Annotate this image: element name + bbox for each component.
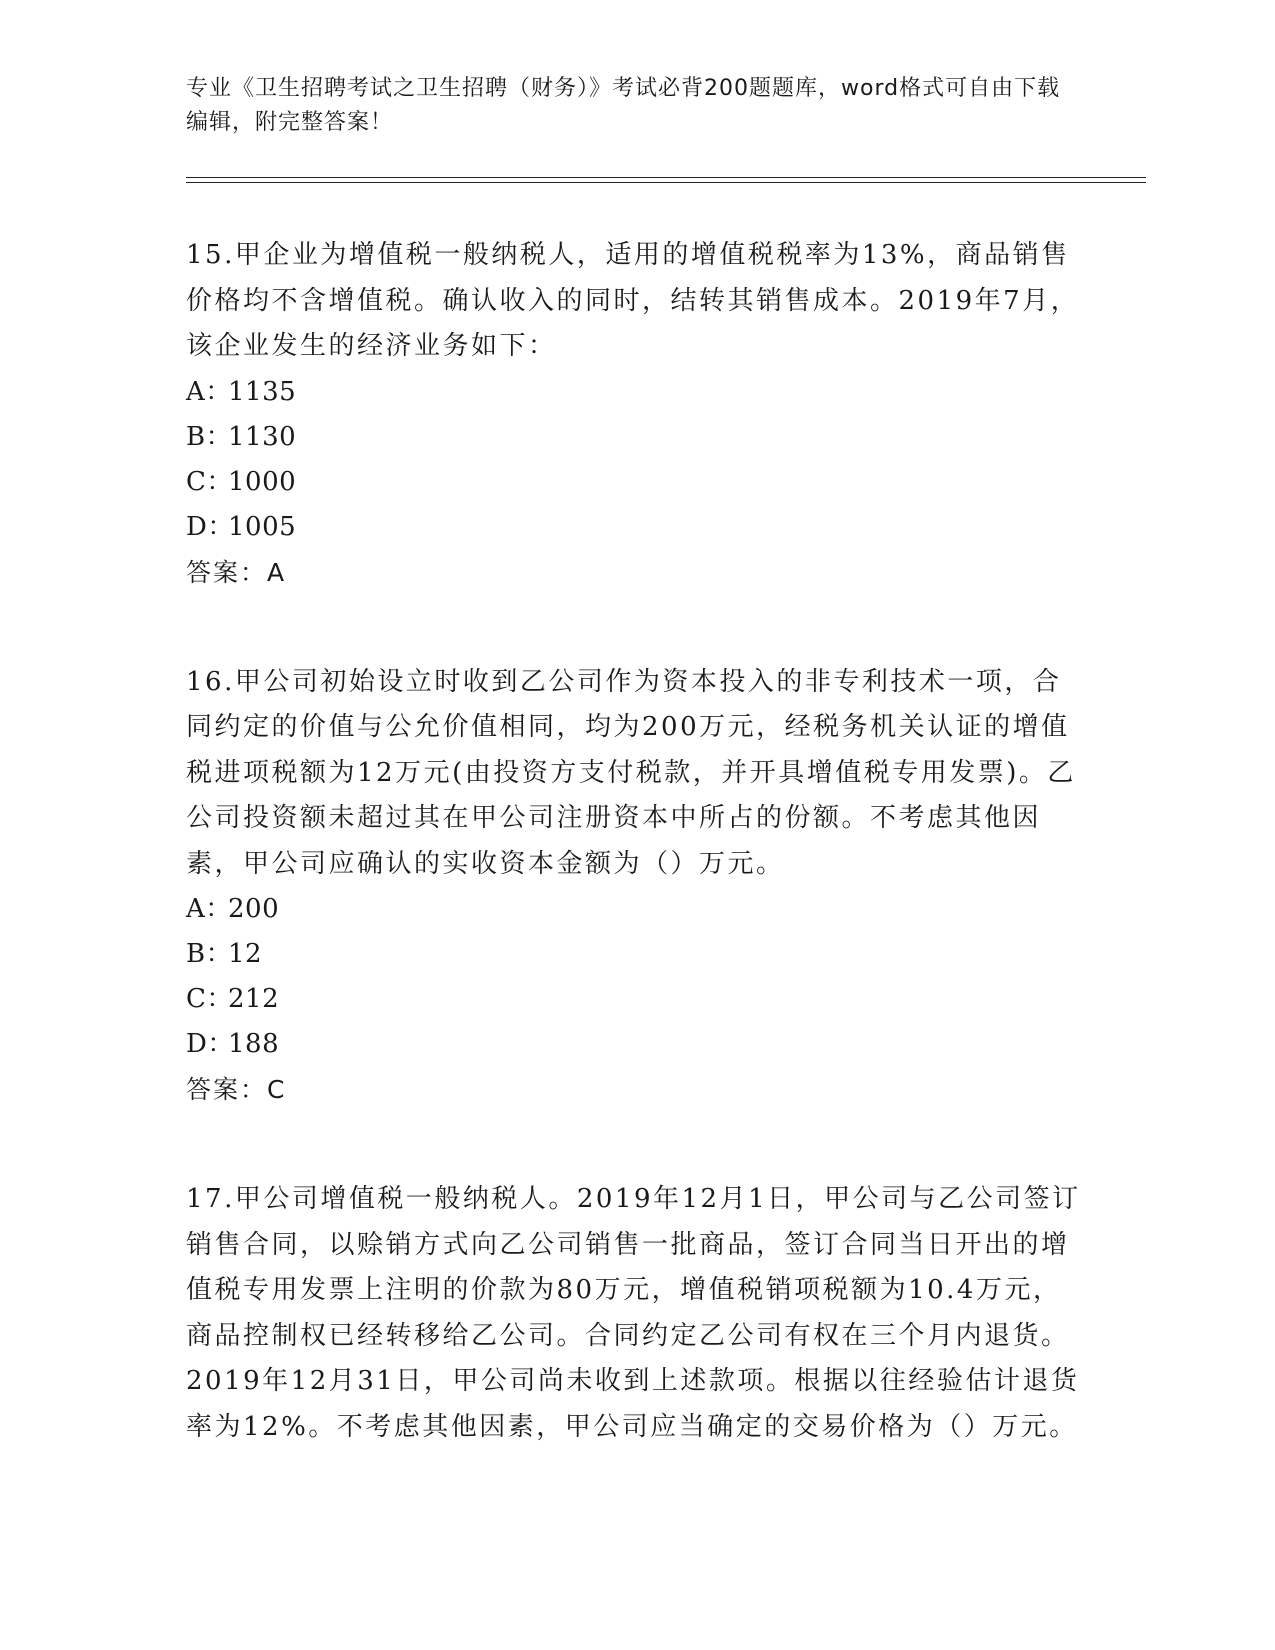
option-value: 1135 [228, 376, 297, 407]
option-label: B： [186, 939, 233, 969]
question-list [186, 233, 1086, 1514]
answer-text: 答案：C [186, 1075, 287, 1104]
header-divider-bottom [186, 182, 1146, 183]
option-a [186, 370, 1086, 415]
question-17 [186, 1177, 1086, 1450]
option-label: D： [186, 1029, 234, 1059]
option-value: 200 [228, 894, 280, 924]
question-16 [186, 660, 1086, 1114]
answer-text: 答案：A [186, 557, 287, 587]
question-15 [186, 233, 1086, 596]
option-label: D： [186, 511, 234, 542]
option-label: C： [186, 466, 233, 497]
question-text: 16.甲公司初始设立时收到乙公司作为资本投入的非专利技术一项，合同约定的价值与公允价值相同，均为200万元，经税务机关认证的增值税进项税额为12万元(由投资方支付税款，并开具增值税专用发票)。乙公司投资额未超过其在甲公司注册资本中所占的份额。不考虑其他因素，甲公司应确认的实收资本金额为（）万元。 [186, 666, 1076, 879]
option-label: C： [186, 984, 233, 1014]
option-c [186, 460, 1086, 505]
option-value: 1130 [228, 421, 297, 452]
question-text: 17.甲公司增值税一般纳税人。2019年12月1日，甲公司与乙公司签订销售合同，以赊销方式向乙公司销售一批商品，签订合同当日开出的增值税专用发票上注明的价款为80万元，增值税销项税额为10.4万元，商品控制权已经转移给乙公司。合同约定乙公司有权在三个月内退货。2019年12月31日，甲公司尚未收到上述款项。根据以往经验估计退货率为12%。不考虑其他因素，甲公司应当确定的交易价格为（）万元。 [186, 1184, 1081, 1442]
header-divider-top [186, 177, 1146, 178]
option-b [186, 932, 1086, 977]
option-value: 12 [228, 939, 263, 969]
option-value: 188 [228, 1029, 280, 1059]
option-label: A： [186, 894, 232, 924]
option-d [186, 1022, 1086, 1067]
question-text: 15.甲企业为增值税一般纳税人，适用的增值税税率为13%，商品销售价格均不含增值税。确认收入的同时，结转其销售成本。2019年7月，该企业发生的经济业务如下： [186, 240, 1080, 361]
document-header: 专业《卫生招聘考试之卫生招聘（财务）》考试必背200题题库，word格式可自由下载编辑，附完整答案！ [186, 76, 1061, 135]
option-d [186, 505, 1086, 550]
option-c [186, 977, 1086, 1022]
option-b [186, 415, 1086, 460]
option-label: A： [186, 376, 232, 407]
option-value: 1000 [228, 466, 297, 497]
option-value: 1005 [228, 511, 297, 542]
option-value: 212 [228, 984, 280, 1014]
option-a [186, 887, 1086, 932]
option-label: B： [186, 421, 233, 452]
